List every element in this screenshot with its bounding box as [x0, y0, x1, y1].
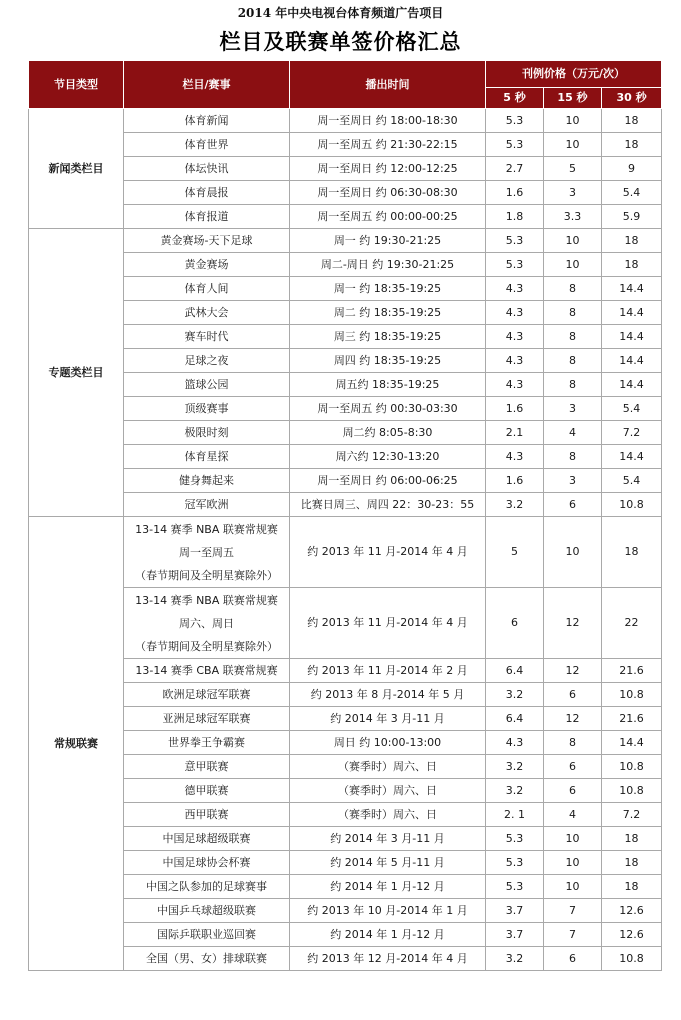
price-30s-cell: 14.4 — [602, 277, 662, 301]
price-30s-cell: 21.6 — [602, 707, 662, 731]
program-name-cell: 体育世界 — [124, 133, 290, 157]
price-5s-cell: 5.3 — [486, 875, 544, 899]
air-time-cell: 周一至周日 约 06:00-06:25 — [290, 469, 486, 493]
price-30s-cell: 7.2 — [602, 421, 662, 445]
program-name-cell: 体育星探 — [124, 445, 290, 469]
price-5s-cell: 3.2 — [486, 755, 544, 779]
price-30s-cell: 7.2 — [602, 803, 662, 827]
price-30s-cell: 18 — [602, 827, 662, 851]
table-row — [29, 133, 662, 157]
col-header-15s: 15 秒 — [544, 88, 602, 109]
air-time-cell: 约 2013 年 8 月-2014 年 5 月 — [290, 683, 486, 707]
program-name-cell: 体坛快讯 — [124, 157, 290, 181]
program-name-cell: 中国足球超级联赛 — [124, 827, 290, 851]
air-time-cell: 周一至周五 约 21:30-22:15 — [290, 133, 486, 157]
program-name-line: 周一至周五 — [179, 545, 234, 559]
program-name-cell: 13-14 赛季 CBA 联赛常规赛 — [124, 659, 290, 683]
price-5s-cell: 4.3 — [486, 373, 544, 397]
price-15s-cell: 10 — [544, 133, 602, 157]
price-15s-cell: 8 — [544, 301, 602, 325]
table-row — [29, 421, 662, 445]
price-30s-cell: 10.8 — [602, 755, 662, 779]
program-name-cell: 体育新闻 — [124, 109, 290, 133]
price-30s-cell: 5.9 — [602, 205, 662, 229]
price-5s-cell: 4.3 — [486, 445, 544, 469]
price-15s-cell: 6 — [544, 683, 602, 707]
price-30s-cell: 14.4 — [602, 349, 662, 373]
air-time-cell: 周三 约 18:35-19:25 — [290, 325, 486, 349]
air-time-cell: 约 2014 年 3 月-11 月 — [290, 827, 486, 851]
price-30s-cell: 18 — [602, 133, 662, 157]
table-row — [29, 157, 662, 181]
program-name-cell: 中国乒乓球超级联赛 — [124, 899, 290, 923]
program-name-line: 13-14 赛季 NBA 联赛常规赛 — [135, 522, 278, 536]
price-30s-cell: 10.8 — [602, 947, 662, 971]
price-30s-cell: 5.4 — [602, 181, 662, 205]
air-time-cell: 周日 约 10:00-13:00 — [290, 731, 486, 755]
price-5s-cell: 5.3 — [486, 253, 544, 277]
price-5s-cell: 6.4 — [486, 659, 544, 683]
air-time-cell: 周二-周日 约 19:30-21:25 — [290, 253, 486, 277]
price-5s-cell: 6 — [486, 588, 544, 659]
price-15s-cell: 3 — [544, 181, 602, 205]
table-row — [29, 923, 662, 947]
air-time-cell: 约 2013 年 12 月-2014 年 4 月 — [290, 947, 486, 971]
air-time-cell: 比赛日周三、周四 22：30-23：55 — [290, 493, 486, 517]
program-name-cell: 国际乒联职业巡回赛 — [124, 923, 290, 947]
program-name-cell: 顶级赛事 — [124, 397, 290, 421]
table-row — [29, 109, 662, 133]
table-row — [29, 325, 662, 349]
program-name-cell: 足球之夜 — [124, 349, 290, 373]
col-header-5s: 5 秒 — [486, 88, 544, 109]
price-5s-cell: 4.3 — [486, 349, 544, 373]
price-5s-cell: 2. 1 — [486, 803, 544, 827]
air-time-cell: 约 2014 年 1 月-12 月 — [290, 875, 486, 899]
price-15s-cell: 4 — [544, 421, 602, 445]
price-5s-cell: 1.6 — [486, 181, 544, 205]
price-5s-cell: 4.3 — [486, 325, 544, 349]
program-name-cell: 极限时刻 — [124, 421, 290, 445]
table-row — [29, 181, 662, 205]
air-time-cell: 周六约 12:30-13:20 — [290, 445, 486, 469]
price-30s-cell: 12.6 — [602, 923, 662, 947]
table-row — [29, 205, 662, 229]
program-name-cell: 黄金赛场 — [124, 253, 290, 277]
program-name-cell: 欧洲足球冠军联赛 — [124, 683, 290, 707]
air-time-cell: （赛季时）周六、日 — [290, 779, 486, 803]
price-5s-cell: 5.3 — [486, 133, 544, 157]
program-name-cell: 体育报道 — [124, 205, 290, 229]
program-name-line: 周六、周日 — [179, 616, 234, 630]
col-header-price: 刊例价格（万元/次） — [486, 61, 662, 88]
price-5s-cell: 5.3 — [486, 229, 544, 253]
program-name-cell: 冠军欧洲 — [124, 493, 290, 517]
document-title: 栏目及联赛单签价格汇总 — [219, 30, 462, 54]
category-cell: 专题类栏目 — [29, 229, 124, 517]
document-subtitle: 2014 年中央电视台体育频道广告项目 — [237, 6, 444, 20]
price-30s-cell: 18 — [602, 229, 662, 253]
table-row — [29, 445, 662, 469]
table-row — [29, 277, 662, 301]
program-name-line: （春节期间及全明星赛除外） — [135, 568, 278, 582]
air-time-cell: （赛季时）周六、日 — [290, 803, 486, 827]
program-name-cell: 世界拳王争霸赛 — [124, 731, 290, 755]
price-15s-cell: 6 — [544, 947, 602, 971]
price-15s-cell: 6 — [544, 755, 602, 779]
price-5s-cell: 5.3 — [486, 827, 544, 851]
air-time-cell: 周二 约 18:35-19:25 — [290, 301, 486, 325]
program-name-cell: 黄金赛场-天下足球 — [124, 229, 290, 253]
program-name-line: （春节期间及全明星赛除外） — [135, 639, 278, 653]
table-row — [29, 779, 662, 803]
price-5s-cell: 4.3 — [486, 731, 544, 755]
air-time-cell: 约 2013 年 10 月-2014 年 1 月 — [290, 899, 486, 923]
table-row — [29, 301, 662, 325]
price-15s-cell: 6 — [544, 493, 602, 517]
price-15s-cell: 8 — [544, 373, 602, 397]
price-15s-cell: 3 — [544, 469, 602, 493]
price-30s-cell: 9 — [602, 157, 662, 181]
price-15s-cell: 5 — [544, 157, 602, 181]
program-name-line: 13-14 赛季 NBA 联赛常规赛 — [135, 593, 278, 607]
air-time-cell: 周一至周五 约 00:30-03:30 — [290, 397, 486, 421]
table-body — [29, 109, 662, 971]
price-30s-cell: 10.8 — [602, 779, 662, 803]
table-row — [29, 707, 662, 731]
price-30s-cell: 14.4 — [602, 445, 662, 469]
program-name-cell: 赛车时代 — [124, 325, 290, 349]
category-cell: 常规联赛 — [29, 517, 124, 971]
price-15s-cell: 7 — [544, 923, 602, 947]
price-15s-cell: 8 — [544, 277, 602, 301]
table-row — [29, 659, 662, 683]
price-5s-cell: 1.6 — [486, 469, 544, 493]
price-5s-cell: 5 — [486, 517, 544, 588]
price-5s-cell: 3.7 — [486, 923, 544, 947]
air-time-cell: 约 2014 年 3 月-11 月 — [290, 707, 486, 731]
price-15s-cell: 10 — [544, 875, 602, 899]
air-time-cell: 约 2014 年 1 月-12 月 — [290, 923, 486, 947]
air-time-cell: 周一至周日 约 12:00-12:25 — [290, 157, 486, 181]
program-name-cell: 意甲联赛 — [124, 755, 290, 779]
price-15s-cell: 12 — [544, 707, 602, 731]
price-table — [28, 60, 662, 971]
program-name-cell: 德甲联赛 — [124, 779, 290, 803]
price-30s-cell: 14.4 — [602, 301, 662, 325]
program-name-cell — [124, 588, 290, 659]
price-30s-cell: 14.4 — [602, 731, 662, 755]
price-30s-cell: 18 — [602, 517, 662, 588]
table-row — [29, 731, 662, 755]
table-row — [29, 803, 662, 827]
table-row — [29, 229, 662, 253]
program-name-cell: 中国之队参加的足球赛事 — [124, 875, 290, 899]
price-15s-cell: 4 — [544, 803, 602, 827]
program-name-cell: 篮球公园 — [124, 373, 290, 397]
program-name-cell: 体育人间 — [124, 277, 290, 301]
air-time-cell: 周一至周日 约 18:00-18:30 — [290, 109, 486, 133]
price-5s-cell: 6.4 — [486, 707, 544, 731]
program-name-cell: 全国（男、女）排球联赛 — [124, 947, 290, 971]
price-30s-cell: 10.8 — [602, 493, 662, 517]
air-time-cell: 约 2014 年 5 月-11 月 — [290, 851, 486, 875]
price-30s-cell: 18 — [602, 851, 662, 875]
price-15s-cell: 10 — [544, 229, 602, 253]
price-15s-cell: 10 — [544, 827, 602, 851]
table-row — [29, 349, 662, 373]
price-15s-cell: 10 — [544, 851, 602, 875]
table-row — [29, 899, 662, 923]
table-row — [29, 683, 662, 707]
price-30s-cell: 21.6 — [602, 659, 662, 683]
table-row — [29, 253, 662, 277]
col-header-program: 栏目/赛事 — [124, 61, 290, 109]
air-time-cell: 约 2013 年 11 月-2014 年 2 月 — [290, 659, 486, 683]
price-5s-cell: 2.1 — [486, 421, 544, 445]
table-header-row — [29, 61, 662, 88]
price-30s-cell: 10.8 — [602, 683, 662, 707]
price-15s-cell: 6 — [544, 779, 602, 803]
price-30s-cell: 14.4 — [602, 373, 662, 397]
price-5s-cell: 4.3 — [486, 277, 544, 301]
air-time-cell: 周一至周五 约 00:00-00:25 — [290, 205, 486, 229]
table-row — [29, 469, 662, 493]
program-name-cell: 西甲联赛 — [124, 803, 290, 827]
air-time-cell: 周一 约 18:35-19:25 — [290, 277, 486, 301]
table-row — [29, 517, 662, 588]
air-time-cell: 约 2013 年 11 月-2014 年 4 月 — [290, 588, 486, 659]
table-row — [29, 397, 662, 421]
price-30s-cell: 14.4 — [602, 325, 662, 349]
price-30s-cell: 22 — [602, 588, 662, 659]
air-time-cell: （赛季时）周六、日 — [290, 755, 486, 779]
price-30s-cell: 5.4 — [602, 397, 662, 421]
air-time-cell: 周一 约 19:30-21:25 — [290, 229, 486, 253]
price-5s-cell: 3.2 — [486, 947, 544, 971]
air-time-cell: 周二约 8:05-8:30 — [290, 421, 486, 445]
table-row — [29, 373, 662, 397]
price-5s-cell: 2.7 — [486, 157, 544, 181]
table-row — [29, 827, 662, 851]
air-time-cell: 周四 约 18:35-19:25 — [290, 349, 486, 373]
table-row — [29, 875, 662, 899]
program-name-cell: 武林大会 — [124, 301, 290, 325]
air-time-cell: 约 2013 年 11 月-2014 年 4 月 — [290, 517, 486, 588]
program-name-cell: 体育晨报 — [124, 181, 290, 205]
air-time-cell: 周五约 18:35-19:25 — [290, 373, 486, 397]
price-5s-cell: 1.6 — [486, 397, 544, 421]
price-5s-cell: 5.3 — [486, 109, 544, 133]
table-row — [29, 493, 662, 517]
price-15s-cell: 3.3 — [544, 205, 602, 229]
price-5s-cell: 3.2 — [486, 779, 544, 803]
air-time-cell: 周一至周日 约 06:30-08:30 — [290, 181, 486, 205]
price-5s-cell: 5.3 — [486, 851, 544, 875]
price-30s-cell: 18 — [602, 253, 662, 277]
price-5s-cell: 1.8 — [486, 205, 544, 229]
price-15s-cell: 12 — [544, 588, 602, 659]
price-15s-cell: 10 — [544, 109, 602, 133]
price-30s-cell: 12.6 — [602, 899, 662, 923]
price-15s-cell: 8 — [544, 325, 602, 349]
price-5s-cell: 3.2 — [486, 683, 544, 707]
price-15s-cell: 8 — [544, 731, 602, 755]
program-name-cell — [124, 517, 290, 588]
price-15s-cell: 12 — [544, 659, 602, 683]
program-name-cell: 健身舞起来 — [124, 469, 290, 493]
price-15s-cell: 8 — [544, 445, 602, 469]
price-30s-cell: 18 — [602, 109, 662, 133]
price-15s-cell: 7 — [544, 899, 602, 923]
col-header-type: 节目类型 — [29, 61, 124, 109]
table-row — [29, 947, 662, 971]
price-15s-cell: 3 — [544, 397, 602, 421]
table-row — [29, 851, 662, 875]
col-header-30s: 30 秒 — [602, 88, 662, 109]
price-15s-cell: 10 — [544, 517, 602, 588]
program-name-cell: 亚洲足球冠军联赛 — [124, 707, 290, 731]
price-5s-cell: 4.3 — [486, 301, 544, 325]
price-30s-cell: 18 — [602, 875, 662, 899]
price-30s-cell: 5.4 — [602, 469, 662, 493]
col-header-time: 播出时间 — [290, 61, 486, 109]
category-cell: 新闻类栏目 — [29, 109, 124, 229]
price-5s-cell: 3.7 — [486, 899, 544, 923]
program-name-cell: 中国足球协会杯赛 — [124, 851, 290, 875]
table-row — [29, 755, 662, 779]
price-15s-cell: 10 — [544, 253, 602, 277]
table-row — [29, 588, 662, 659]
price-15s-cell: 8 — [544, 349, 602, 373]
price-5s-cell: 3.2 — [486, 493, 544, 517]
